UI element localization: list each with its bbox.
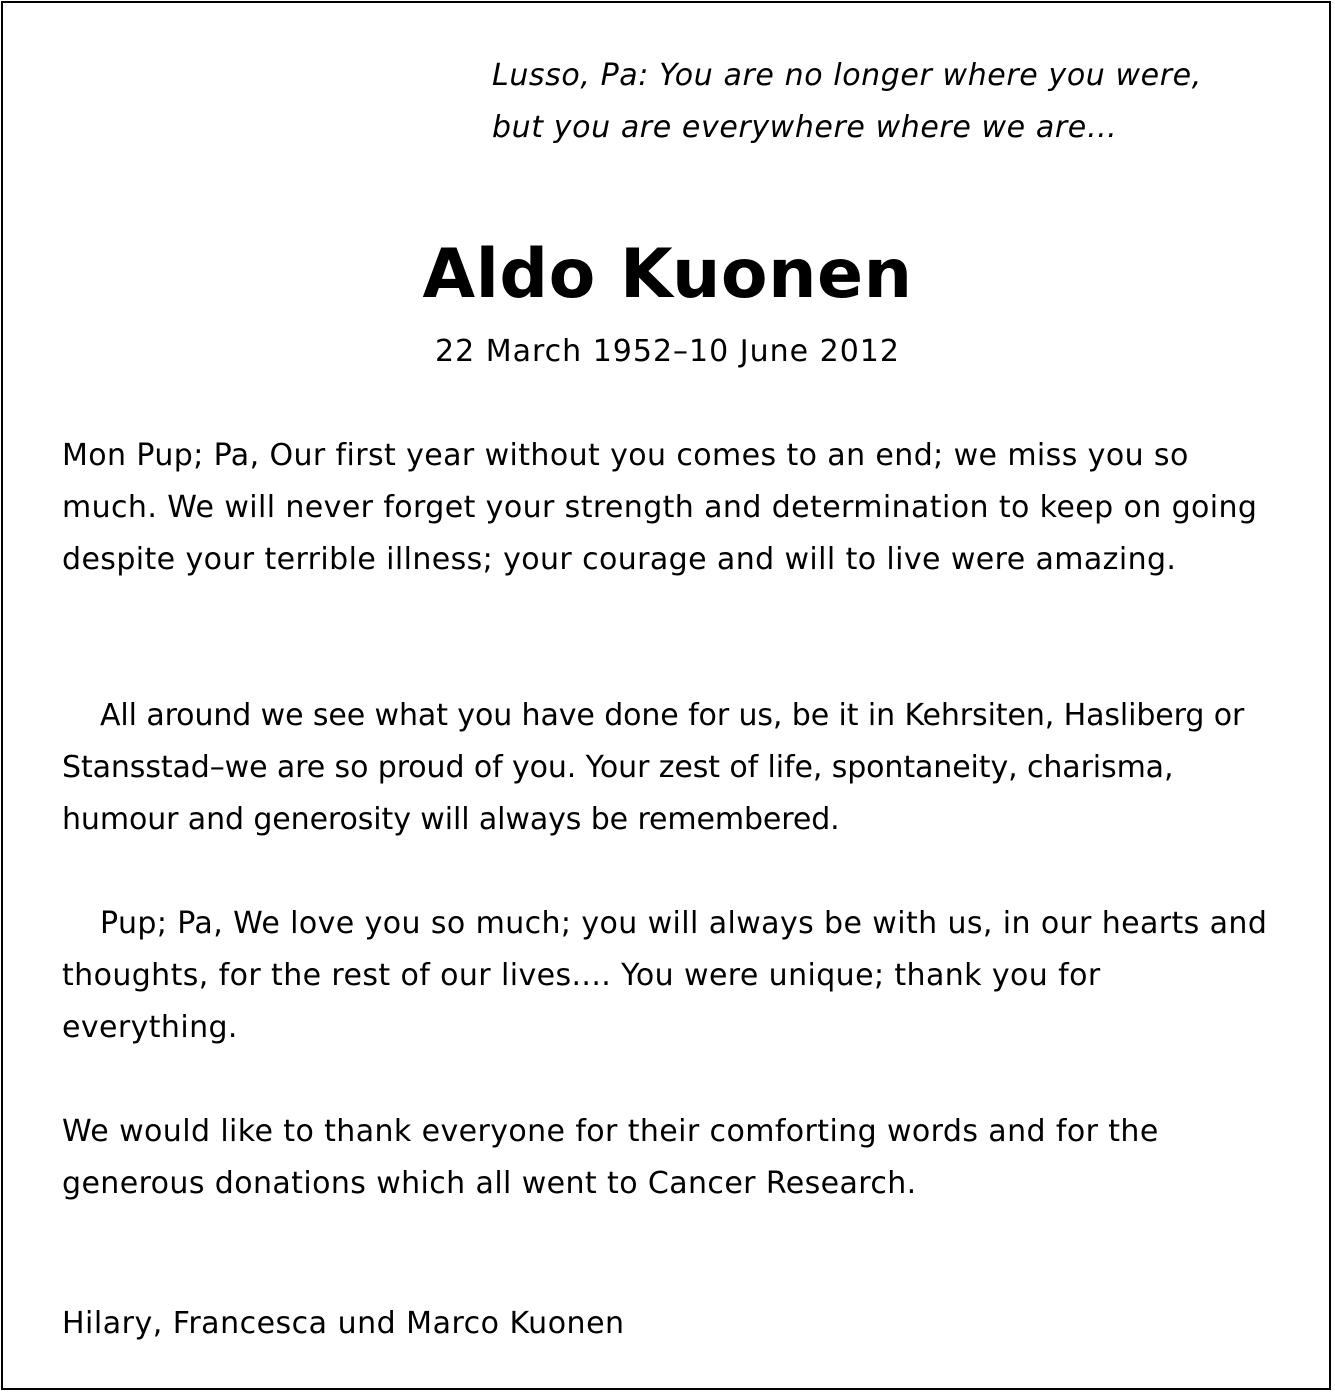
signature: Hilary, Francesca und Marco Kuonen (62, 1306, 625, 1341)
body-paragraph-4: We would like to thank everyone for their comforting words and for the generous donations which all went to Cancer Research. (62, 1114, 1159, 1201)
deceased-name: Aldo Kuonen (422, 235, 913, 314)
epigraph-quote (492, 50, 1202, 154)
body-paragraph-1: Mon Pup; Pa, Our first year without you comes to an end; we miss you so much. We will never forget your strength and determination to keep on going despite your terrible illness; your courage and will to live were amazing. (62, 438, 1258, 577)
epigraph-line-2: but you are everywhere where we are… (492, 110, 1118, 145)
life-dates: 22 March 1952–10 June 2012 (435, 334, 900, 369)
epigraph-line-1: Lusso, Pa: You are no longer where you were, (492, 58, 1202, 93)
body-paragraph-3: Pup; Pa, We love you so much; you will always be with us, in our hearts and thoughts, for the rest of our lives.... You were unique; thank you for everything. (62, 906, 1268, 1045)
body-paragraph-2: All around we see what you have done for us, be it in Kehrsiten, Hasliberg or Stansstad–we are so proud of you. Your zest of life, spontaneity, charisma, humour and generosity will always be remembered. (62, 698, 1245, 837)
